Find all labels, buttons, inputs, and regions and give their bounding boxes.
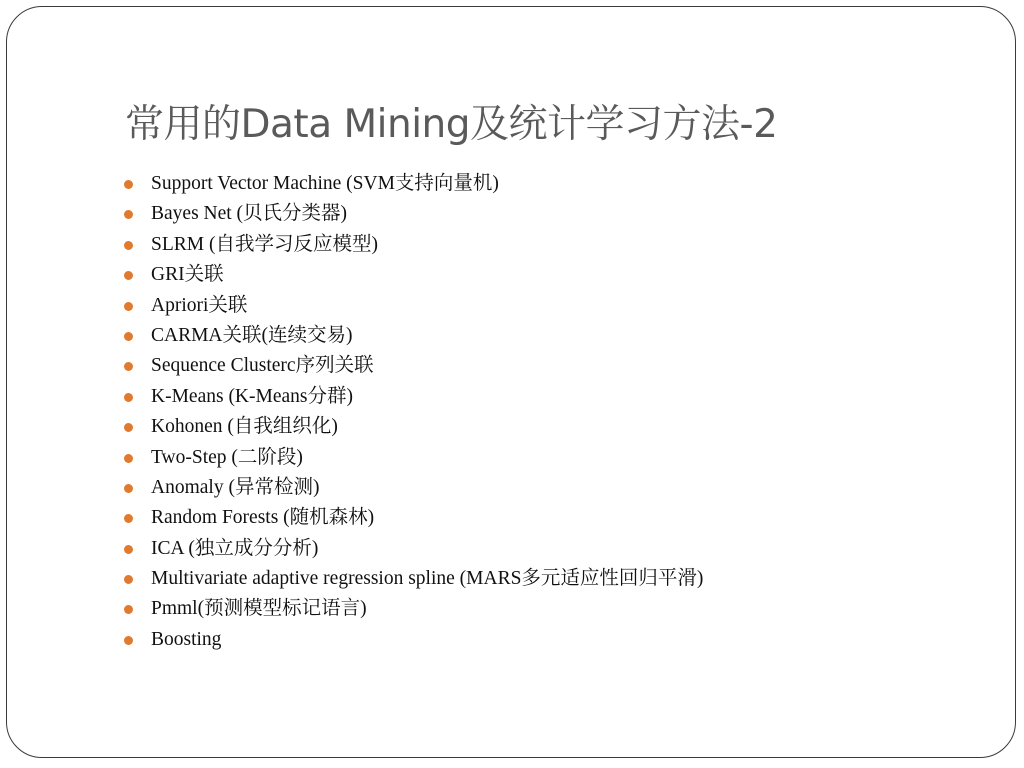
bullet-dot-icon: [124, 454, 133, 463]
bullet-dot-icon: [124, 605, 133, 614]
bullet-item-gri: [125, 260, 703, 290]
bullet-item-two-step: [125, 443, 703, 473]
bullet-dot-icon: [124, 302, 133, 311]
bullet-item-random-forests: [125, 503, 703, 533]
bullet-text: Pmml(预测模型标记语言): [151, 598, 367, 620]
bullet-item-apriori: [125, 291, 703, 321]
bullet-dot-icon: [124, 332, 133, 341]
bullet-text: GRI关联: [151, 264, 224, 286]
bullet-text: CARMA关联(连续交易): [151, 324, 353, 346]
bullet-dot-icon: [124, 545, 133, 554]
bullet-dot-icon: [124, 393, 133, 402]
bullet-item-svm: [125, 169, 703, 199]
bullet-text: Multivariate adaptive regression spline (MARS多元适应性回归平滑): [151, 568, 704, 590]
bullet-text: SLRM (自我学习反应模型): [151, 233, 378, 255]
bullet-item-bayes-net: [125, 199, 703, 229]
bullet-text: Boosting: [151, 628, 222, 650]
bullet-item-ica: [125, 534, 703, 564]
bullet-item-slrm: [125, 230, 703, 260]
bullet-dot-icon: [124, 423, 133, 432]
bullet-dot-icon: [124, 180, 133, 189]
bullet-dot-icon: [124, 210, 133, 219]
bullet-item-anomaly: [125, 473, 703, 503]
bullet-dot-icon: [124, 514, 133, 523]
bullet-item-k-means: [125, 382, 703, 412]
bullet-dot-icon: [124, 241, 133, 250]
bullet-item-mars: [125, 564, 703, 594]
bullet-text: Bayes Net (贝氏分类器): [151, 203, 348, 225]
slide-frame: [6, 6, 1016, 758]
bullet-list: [125, 169, 703, 655]
bullet-dot-icon: [124, 575, 133, 584]
bullet-text: Random Forests (随机森林): [151, 507, 375, 529]
slide-title: 常用的Data Mining及统计学习方法-2: [125, 102, 778, 147]
bullet-text: Anomaly (异常检测): [151, 476, 320, 498]
bullet-dot-icon: [124, 484, 133, 493]
bullet-item-boosting: [125, 625, 703, 655]
bullet-text: ICA (独立成分分析): [151, 537, 319, 559]
bullet-item-pmml: [125, 594, 703, 624]
bullet-text: Sequence Clusterc序列关联: [151, 355, 374, 377]
bullet-item-kohonen: [125, 412, 703, 442]
bullet-dot-icon: [124, 636, 133, 645]
bullet-text: Two-Step (二阶段): [151, 446, 303, 468]
bullet-text: Kohonen (自我组织化): [151, 416, 338, 438]
bullet-text: Apriori关联: [151, 294, 248, 316]
bullet-item-carma: [125, 321, 703, 351]
bullet-dot-icon: [124, 271, 133, 280]
bullet-item-sequence: [125, 351, 703, 381]
bullet-text: Support Vector Machine (SVM支持向量机): [151, 173, 499, 194]
bullet-dot-icon: [124, 362, 133, 371]
bullet-text: K-Means (K-Means分群): [151, 385, 353, 407]
